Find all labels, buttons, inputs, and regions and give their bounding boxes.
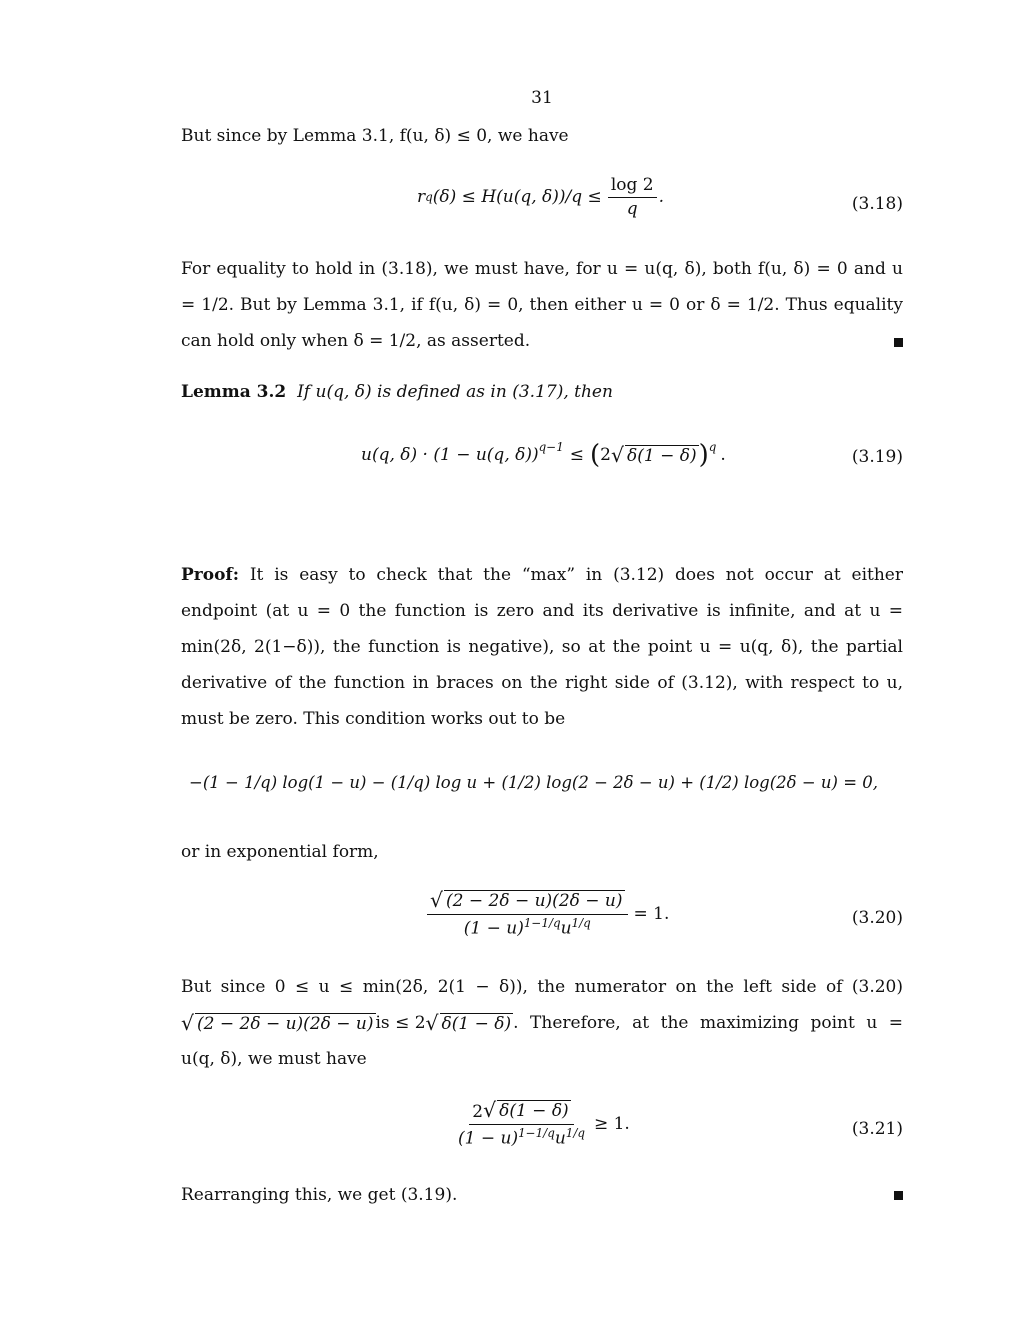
- qed-square-icon: [894, 338, 903, 347]
- since-tail: . Therefore, at the maximizing point u =: [513, 1013, 903, 1033]
- lemma-statement: If u(q, δ) is defined as in (3.17), then: [297, 382, 613, 402]
- equation-3-21: [181, 1100, 903, 1160]
- equation-number-3-19: (3.19): [851, 447, 903, 467]
- since-sqrt-2: √ δ(1 − δ): [425, 1010, 512, 1035]
- since-mid: is ≤ 2: [375, 1013, 426, 1033]
- equation-3-18: [181, 176, 903, 236]
- eq-319-paren-close: ): [698, 440, 709, 470]
- eq-318-trail: .: [658, 187, 664, 208]
- eq-320-numerator: √ (2 − 2δ − u)(2δ − u): [427, 890, 628, 915]
- final-paragraph: Rearranging this, we get (3.19).: [181, 1185, 458, 1205]
- eq-320-denominator: $(1 - u)^{1-1/q}u^{1/q}$: [463, 915, 591, 939]
- eq-321-fraction: [455, 1100, 588, 1148]
- equation-3-20: [181, 890, 903, 950]
- page-number: 31: [531, 88, 553, 108]
- eq-321-rhs: ≥ 1.: [593, 1114, 630, 1135]
- eq-318-lhs: r: [417, 187, 426, 208]
- since-paragraph-line3: u(q, δ), we must have: [181, 1049, 367, 1069]
- eq-318-lhs-rest: (δ) ≤ H(u(q, δ))/q ≤: [432, 187, 602, 208]
- eq-320-rhs: = 1.: [633, 904, 670, 925]
- proof-paragraph: [181, 557, 903, 737]
- eq-319-paren-open: (: [590, 440, 601, 470]
- eq-318-lhs-sub: q: [425, 190, 433, 205]
- equation-3-19: [181, 432, 903, 492]
- qed-square-icon: [894, 1191, 903, 1200]
- derivative-condition-equation: −(1 − 1/q) log(1 − u) − (1/q) log u + (1/2) log(2 − 2δ − u) + (1/2) log(2δ − u) = 0,: [189, 773, 879, 792]
- eq-319-rel: ≤: [569, 445, 585, 465]
- eq-318-fraction: [608, 176, 657, 218]
- eq-319-trail: .: [720, 445, 726, 465]
- equation-number-3-21: (3.21): [851, 1119, 903, 1139]
- eq-320-fraction: [427, 890, 628, 938]
- intro-paragraph: But since by Lemma 3.1, f(u, δ) ≤ 0, we have: [181, 126, 569, 146]
- since-sqrt-1: √ (2 − 2δ − u)(2δ − u): [181, 1010, 374, 1035]
- exponential-form-paragraph: or in exponential form,: [181, 842, 379, 862]
- eq-319-exp: q: [708, 440, 717, 454]
- since-paragraph-line2: [181, 1005, 903, 1041]
- equality-paragraph: For equality to hold in (3.18), we must have, for u = u(q, δ), both f(u, δ) = 0 and u = 1/2. But by Lemma 3.1, if f(u, δ) = 0, then either u = 0 or δ = 1/2. Thus equality can hold only when δ = 1/2, as asserted.: [181, 259, 903, 351]
- eq-320-radicand: (2 − 2δ − u)(2δ − u): [446, 891, 623, 911]
- eq-319-radicand: δ(1 − δ): [627, 445, 697, 466]
- eq-319-lhs: u(q, δ) · (1 − u(q, δ)): [361, 445, 539, 465]
- eq-321-radicand: δ(1 − δ): [499, 1101, 569, 1121]
- equation-number-3-18: (3.18): [851, 194, 903, 214]
- proof-head: Proof:: [181, 565, 240, 585]
- lemma-3-2: [181, 374, 903, 410]
- eq-319-coef: 2: [600, 445, 611, 465]
- eq-319-sqrt: √ δ(1 − δ): [611, 442, 697, 467]
- eq-319-lhs-exp: q−1: [538, 440, 564, 454]
- proof-text: It is easy to check that the “max” in (3.12) does not occur at either endpoint (at u = 0 the function is zero and its derivative is infinite, and at u = min(2δ, 2(1−δ)), the function is negative), so at the point u = u(q, δ), the partial derivative of the function in braces on the right side of (3.12), with respect to u, must be zero. This condition works out to be: [181, 565, 903, 729]
- eq-321-numerator: 2 √ δ(1 − δ): [469, 1100, 573, 1125]
- since-paragraph-line1: But since 0 ≤ u ≤ min(2δ, 2(1 − δ)), the numerator on the left side of (3.20): [181, 977, 903, 997]
- equation-number-3-20: (3.20): [851, 908, 903, 928]
- eq-318-denominator: q: [626, 198, 638, 219]
- lemma-title: Lemma 3.2: [181, 382, 287, 402]
- eq-318-numerator: log 2: [608, 176, 657, 198]
- eq-321-denominator: $(1 - u)^{1-1/q}u^{1/q}$: [458, 1125, 585, 1149]
